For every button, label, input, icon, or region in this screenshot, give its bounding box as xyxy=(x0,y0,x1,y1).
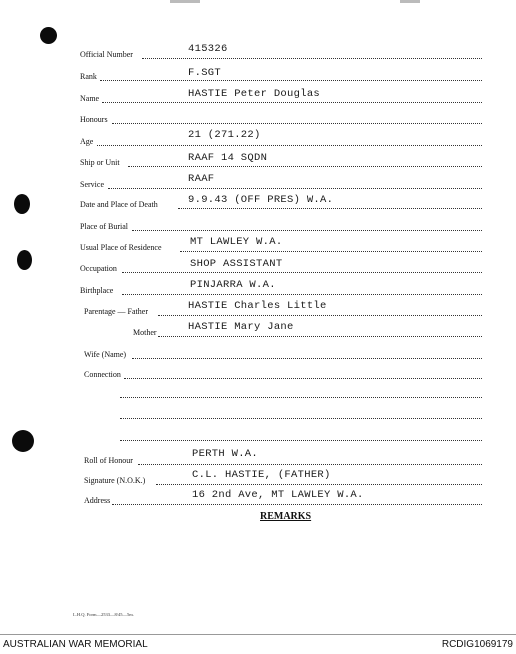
name-label: Name xyxy=(80,94,100,103)
footer-bar xyxy=(0,634,516,654)
punch-hole xyxy=(17,250,32,270)
signature-nok-label: Signature (N.O.K.) xyxy=(84,476,146,485)
usual-residence-label: Usual Place of Residence xyxy=(80,243,162,252)
usual-residence-value: MT LAWLEY W.A. xyxy=(190,236,283,248)
connection-label: Connection xyxy=(84,370,121,379)
dotted-line xyxy=(142,58,482,59)
dotted-line xyxy=(120,397,482,398)
parentage-mother-value: HASTIE Mary Jane xyxy=(188,321,294,333)
scan-mark xyxy=(170,0,200,3)
punch-hole xyxy=(14,194,30,214)
parentage-father-label: Parentage — Father xyxy=(84,307,148,316)
footer-record-id: RCDIG1069179 xyxy=(441,639,513,650)
dotted-line xyxy=(100,80,482,81)
dotted-line xyxy=(112,123,482,124)
rank-value: F.SGT xyxy=(188,67,222,79)
occupation-value: SHOP ASSISTANT xyxy=(190,258,283,270)
dotted-line xyxy=(158,315,482,316)
dotted-line xyxy=(128,166,482,167)
wife-label: Wife (Name) xyxy=(84,350,127,359)
service-label: Service xyxy=(80,180,104,189)
dotted-line xyxy=(122,272,482,273)
ship-or-unit-value: RAAF 14 SQDN xyxy=(188,152,268,164)
remarks-heading: REMARKS xyxy=(260,511,312,522)
dotted-line xyxy=(97,145,482,146)
dotted-line xyxy=(124,378,482,379)
dotted-line xyxy=(120,418,482,419)
punch-hole xyxy=(12,430,34,452)
occupation-label: Occupation xyxy=(80,264,117,273)
rank-label: Rank xyxy=(80,72,97,81)
dotted-line xyxy=(122,294,482,295)
place-of-burial-label: Place of Burial xyxy=(80,222,128,231)
dotted-line xyxy=(112,504,482,505)
dotted-line xyxy=(178,208,482,209)
dotted-line xyxy=(158,336,482,337)
dotted-line xyxy=(156,484,482,485)
roll-of-honour-value: PERTH W.A. xyxy=(192,448,259,460)
birthplace-value: PINJARRA W.A. xyxy=(190,279,276,291)
dotted-line xyxy=(108,188,482,189)
roll-of-honour-label: Roll of Honour xyxy=(84,456,133,465)
age-value: 21 (271.22) xyxy=(188,129,261,141)
dotted-line xyxy=(120,440,482,441)
name-value: HASTIE Peter Douglas xyxy=(188,88,321,100)
dotted-line xyxy=(102,102,482,103)
dotted-line xyxy=(132,230,482,231)
punch-hole xyxy=(40,27,57,44)
official-number-value: 415326 xyxy=(188,43,228,55)
service-value: RAAF xyxy=(188,173,215,185)
address-label: Address xyxy=(84,496,111,505)
scan-mark xyxy=(400,0,420,3)
date-place-death-label: Date and Place of Death xyxy=(80,200,158,209)
dotted-line xyxy=(132,358,482,359)
age-label: Age xyxy=(80,137,94,146)
form-code: L.H.Q. Form—2533—8/45—5m. xyxy=(73,612,134,617)
parentage-father-value: HASTIE Charles Little xyxy=(188,300,327,312)
honours-label: Honours xyxy=(80,115,108,124)
footer-source: AUSTRALIAN WAR MEMORIAL xyxy=(3,639,148,650)
address-value: 16 2nd Ave, MT LAWLEY W.A. xyxy=(192,489,364,501)
birthplace-label: Birthplace xyxy=(80,286,114,295)
signature-nok-value: C.L. HASTIE, (FATHER) xyxy=(192,469,331,481)
official-number-label: Official Number xyxy=(80,50,133,59)
dotted-line xyxy=(138,464,482,465)
dotted-line xyxy=(180,251,482,252)
ship-or-unit-label: Ship or Unit xyxy=(80,158,120,167)
date-place-death-value: 9.9.43 (OFF PRES) W.A. xyxy=(188,194,334,206)
parentage-mother-label: Mother xyxy=(133,328,157,337)
